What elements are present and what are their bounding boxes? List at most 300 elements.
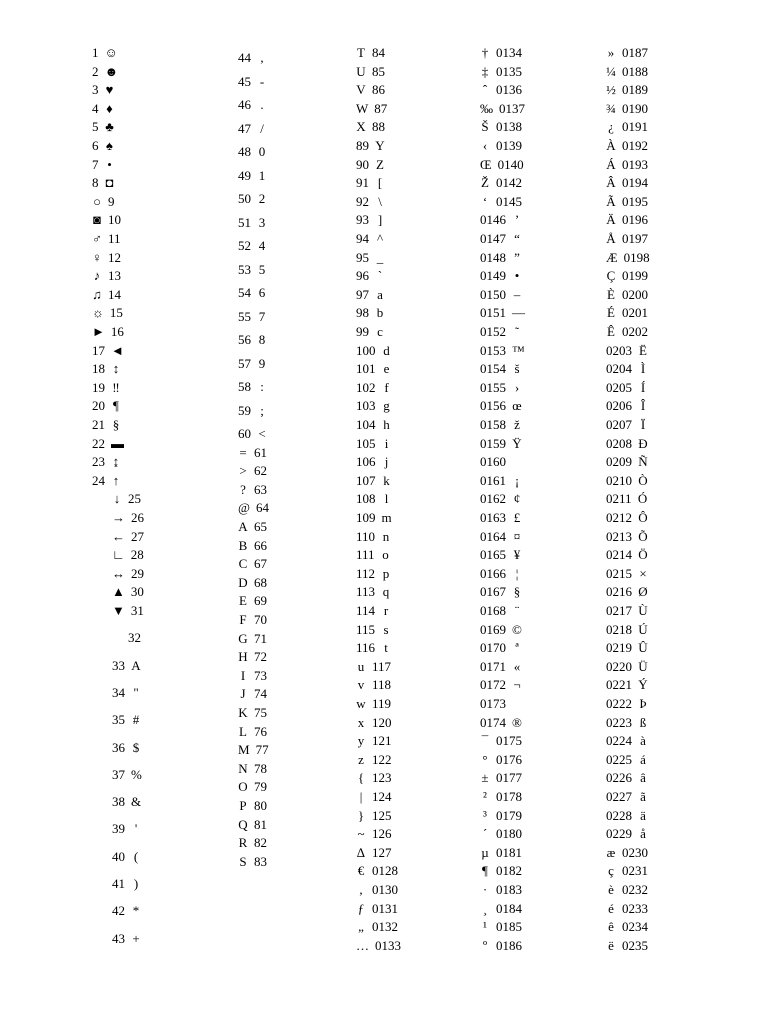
character-row [238, 379, 267, 395]
character-row [238, 482, 267, 498]
character-code: 119 [372, 696, 392, 711]
character-row [92, 231, 121, 247]
character-glyph: ³ [483, 807, 487, 823]
character-glyph: Ë [639, 342, 647, 358]
character-code: 108 [356, 491, 376, 507]
character-code: 101 [356, 361, 376, 377]
character-glyph: å [640, 826, 646, 842]
character-code: 0227 [606, 789, 632, 804]
character-code: 0204 [606, 361, 632, 377]
character-glyph: ~ [357, 826, 365, 842]
character-code: 7 [92, 156, 99, 172]
character-row [112, 849, 141, 865]
character-glyph: ▲ [112, 584, 125, 600]
character-row [606, 752, 648, 768]
character-glyph: ¸ [482, 900, 488, 916]
character-code: 0231 [622, 863, 648, 879]
character-row [356, 231, 385, 247]
character-row [356, 436, 392, 452]
character-row [480, 770, 522, 786]
character-row [480, 194, 522, 210]
character-glyph: P [239, 798, 247, 813]
character-code: 98 [356, 305, 369, 321]
character-code: 91 [356, 175, 369, 191]
character-row [356, 770, 392, 786]
character-glyph: ▼ [112, 603, 125, 618]
character-code: 54 [238, 285, 251, 300]
character-glyph: ¶ [113, 398, 119, 414]
character-code: 29 [131, 565, 144, 581]
character-glyph: ƒ [357, 900, 365, 916]
character-code: 0194 [622, 175, 648, 191]
character-row [356, 715, 392, 731]
character-row [92, 287, 121, 303]
character-row [606, 696, 648, 712]
character-row [112, 491, 141, 507]
character-code: 14 [108, 286, 121, 302]
character-glyph: c [377, 324, 383, 339]
character-code: 0150 [480, 286, 506, 302]
character-row [480, 938, 522, 954]
character-row [480, 361, 522, 377]
character-row [238, 168, 267, 184]
character-code: 35 [112, 712, 125, 728]
character-code: 46 [238, 97, 251, 112]
character-code: 69 [254, 593, 267, 609]
character-code: 0147 [480, 231, 506, 246]
character-glyph: ∆ [357, 844, 365, 860]
character-row [356, 82, 385, 98]
character-row [238, 854, 267, 870]
character-code: 0185 [496, 919, 522, 935]
character-row [356, 510, 392, 526]
character-glyph: É [607, 305, 615, 321]
character-code: 0220 [606, 658, 632, 674]
character-row [480, 45, 522, 61]
character-code: 85 [372, 63, 385, 79]
character-glyph: / [260, 120, 264, 136]
character-code: 103 [356, 398, 376, 414]
character-glyph: w [356, 696, 366, 711]
character-glyph: ¹ [483, 919, 487, 935]
character-glyph: Y [375, 138, 385, 153]
character-row [356, 863, 398, 879]
character-row [606, 119, 648, 135]
character-code: 13 [108, 268, 121, 284]
character-glyph: D [238, 574, 248, 590]
character-code: 0216 [606, 584, 632, 600]
character-glyph: ¬ [513, 677, 521, 693]
character-row [606, 212, 648, 228]
character-row [480, 603, 522, 619]
character-code: 79 [254, 779, 267, 795]
character-code: 62 [254, 463, 267, 479]
character-glyph: ? [240, 481, 246, 497]
character-glyph: ± [481, 770, 489, 786]
character-glyph: t [384, 640, 388, 656]
character-glyph: è [608, 882, 614, 897]
character-row [238, 74, 267, 90]
character-code: 0146 [480, 212, 506, 228]
character-glyph: J [240, 686, 246, 702]
character-code: 0217 [606, 603, 632, 618]
character-row [480, 863, 522, 879]
character-row [606, 491, 648, 507]
character-glyph: 2 [258, 191, 266, 206]
character-glyph: § [513, 584, 521, 600]
character-code: 0164 [480, 528, 506, 544]
character-row [606, 82, 648, 98]
character-code: 0172 [480, 677, 506, 693]
character-row [356, 808, 392, 824]
character-glyph: H [238, 649, 248, 665]
character-row [92, 250, 121, 266]
character-glyph: q [382, 584, 390, 600]
character-glyph: Ê [607, 324, 615, 339]
character-glyph: ♥ [105, 82, 114, 98]
character-row [480, 82, 522, 98]
character-code: 0197 [622, 231, 648, 246]
character-row [92, 101, 115, 117]
character-code: 0135 [496, 63, 522, 79]
character-row [238, 463, 267, 479]
character-glyph: h [383, 417, 390, 432]
character-row [92, 361, 121, 377]
character-code: 0184 [496, 900, 522, 916]
character-glyph: { [357, 770, 365, 786]
character-row [606, 808, 648, 824]
character-code: 34 [112, 684, 125, 700]
character-row [112, 510, 144, 526]
character-row [112, 603, 144, 619]
character-row [356, 566, 391, 582]
character-code: 0201 [622, 305, 648, 321]
character-row [356, 101, 387, 117]
character-glyph: X [356, 119, 366, 135]
character-glyph: , [359, 882, 363, 897]
character-code: 0205 [606, 379, 632, 395]
character-glyph: ¾ [606, 100, 616, 116]
character-row [606, 770, 648, 786]
character-row [480, 622, 522, 638]
character-code: 53 [238, 261, 251, 277]
character-code: 0189 [622, 82, 648, 98]
character-row [480, 380, 522, 396]
character-glyph: ˜ [514, 324, 520, 339]
character-glyph: Ú [638, 621, 648, 637]
character-glyph: • [107, 156, 112, 172]
character-glyph: à [640, 733, 646, 749]
character-glyph: ® [512, 714, 522, 730]
character-glyph: x [357, 714, 365, 730]
character-glyph: F [239, 612, 247, 627]
character-code: 0139 [496, 138, 522, 153]
character-glyph: ← [112, 528, 125, 544]
character-code: 122 [372, 751, 392, 767]
character-code: 0192 [622, 138, 648, 153]
character-row [606, 529, 648, 545]
character-glyph: ‼ [112, 379, 120, 395]
character-code: 43 [112, 930, 125, 946]
character-glyph: © [512, 621, 522, 637]
character-row [480, 343, 525, 359]
character-glyph: ` [377, 268, 383, 284]
character-glyph: ” [514, 249, 520, 265]
character-code: 44 [238, 50, 251, 65]
character-glyph: \ [378, 193, 382, 209]
character-row [480, 808, 522, 824]
character-glyph: – [513, 286, 521, 302]
character-glyph: + [132, 930, 140, 946]
character-code: 0162 [480, 491, 506, 507]
character-glyph: ◘ [105, 175, 114, 191]
character-code: 127 [372, 844, 392, 860]
character-code: 0175 [496, 733, 522, 749]
character-row [356, 901, 398, 917]
character-code: 0152 [480, 324, 506, 339]
character-glyph: A [238, 519, 248, 534]
character-row [238, 686, 267, 702]
character-row [356, 659, 391, 675]
character-glyph: " [133, 684, 139, 700]
character-code: 36 [112, 739, 125, 755]
character-code: 11 [108, 231, 121, 246]
character-row [238, 761, 267, 777]
character-row [606, 677, 648, 693]
character-code: 0167 [480, 584, 506, 600]
character-glyph: Ü [638, 658, 648, 674]
character-glyph: M [238, 742, 250, 758]
character-row [356, 194, 385, 210]
character-glyph: ↓ [113, 491, 121, 507]
character-row [356, 547, 391, 563]
character-code: 114 [356, 603, 376, 618]
character-row [112, 529, 144, 545]
character-glyph: N [238, 760, 248, 776]
character-code: 0190 [622, 100, 648, 116]
character-glyph: Ö [638, 547, 648, 563]
character-row [606, 380, 648, 396]
character-row [238, 191, 267, 207]
character-glyph: » [607, 45, 615, 60]
character-row [606, 231, 648, 247]
character-glyph: Ž [481, 175, 489, 191]
character-code: 72 [254, 649, 267, 665]
character-glyph: ☼ [92, 305, 104, 321]
character-glyph: i [384, 435, 389, 451]
character-code: 52 [238, 238, 251, 253]
character-row [238, 575, 267, 591]
character-code: 0177 [496, 770, 522, 786]
character-glyph: ↕ [112, 361, 120, 377]
character-glyph: L [239, 723, 247, 739]
character-code: 31 [130, 603, 144, 618]
character-row [238, 649, 267, 665]
character-glyph: † [481, 45, 489, 60]
character-code: 67 [254, 556, 267, 572]
character-row [92, 343, 124, 359]
character-row [606, 138, 648, 154]
character-row [480, 696, 522, 712]
character-code: 0234 [622, 919, 648, 935]
character-row [356, 398, 392, 414]
character-code: 0211 [606, 491, 632, 507]
character-row [238, 835, 267, 851]
character-row [606, 436, 648, 452]
character-code: 0165 [480, 547, 506, 563]
character-code: 73 [254, 667, 267, 683]
character-glyph: µ [481, 844, 489, 860]
character-glyph: } [357, 807, 365, 823]
character-glyph: Ì [640, 361, 646, 377]
character-code: 33 [112, 657, 125, 673]
character-row [480, 510, 522, 526]
character-row [356, 454, 392, 470]
character-glyph: T [357, 45, 365, 60]
character-code: 0163 [480, 510, 506, 525]
character-row [356, 287, 385, 303]
character-code: 105 [356, 435, 376, 451]
character-code: 68 [254, 574, 267, 590]
character-code: 87 [374, 100, 388, 116]
character-glyph: ♫ [92, 286, 102, 302]
character-glyph: ☻ [104, 63, 119, 79]
character-row [356, 938, 401, 954]
character-row [606, 863, 648, 879]
character-row [92, 324, 124, 340]
character-code: 0136 [496, 82, 522, 98]
character-glyph: ¨ [514, 603, 520, 618]
character-code: 22 [92, 435, 105, 451]
character-glyph: Œ [480, 156, 492, 172]
character-glyph: Å [606, 231, 616, 246]
character-row [112, 685, 141, 701]
character-code: 12 [108, 249, 121, 265]
character-row [356, 212, 385, 228]
character-glyph: ♂ [92, 231, 102, 246]
character-glyph: Ø [638, 584, 648, 600]
character-row [606, 398, 648, 414]
character-glyph: Ù [638, 603, 648, 618]
character-code: 0188 [622, 63, 648, 79]
character-glyph: - [259, 73, 265, 89]
character-code: 37 [112, 766, 125, 782]
character-glyph: Â [606, 175, 616, 191]
character-row [112, 658, 141, 674]
character-row [480, 901, 522, 917]
character-row [238, 593, 267, 609]
character-code: 102 [356, 379, 376, 395]
character-row [356, 789, 392, 805]
character-row [606, 250, 650, 266]
character-glyph: Ó [637, 491, 648, 507]
character-row [112, 876, 141, 892]
character-row [606, 622, 648, 638]
character-code: 0198 [623, 249, 650, 265]
character-row [480, 175, 522, 191]
character-code: 39 [112, 821, 125, 837]
character-code: 0223 [606, 714, 632, 730]
character-code: 42 [112, 903, 125, 919]
character-row [606, 603, 648, 619]
character-glyph: ↔ [112, 565, 125, 581]
character-code: 0153 [480, 342, 506, 358]
character-glyph: e [383, 361, 390, 377]
character-row [356, 473, 392, 489]
character-row [480, 138, 522, 154]
character-glyph: Á [606, 156, 616, 172]
character-row [480, 268, 522, 284]
character-row [480, 752, 522, 768]
character-glyph: œ [512, 398, 522, 414]
character-glyph: ² [483, 789, 487, 804]
character-row [356, 324, 385, 340]
character-glyph: ¿ [608, 119, 614, 135]
character-glyph: £ [513, 510, 521, 525]
character-row [480, 287, 522, 303]
character-row [238, 556, 267, 572]
character-code: 0151 [480, 305, 506, 321]
character-code: 0174 [480, 714, 506, 730]
character-code: 0195 [622, 193, 648, 209]
character-glyph: Ð [638, 435, 648, 451]
character-row [238, 445, 267, 461]
character-row [356, 826, 392, 842]
character-code: 0131 [372, 900, 398, 916]
character-row [356, 305, 385, 321]
character-row [356, 343, 392, 359]
character-glyph: K [238, 705, 248, 720]
character-glyph: È [607, 286, 615, 302]
character-code: 0186 [496, 937, 522, 953]
character-glyph: Q [238, 816, 248, 832]
character-row [356, 640, 391, 656]
character-row [606, 454, 648, 470]
character-glyph: % [131, 766, 142, 782]
character-glyph: 5 [258, 261, 266, 277]
character-row [238, 403, 267, 419]
character-code: 0159 [480, 435, 506, 451]
character-code: 96 [356, 268, 369, 284]
character-glyph: ¢ [513, 491, 521, 507]
character-code: 0224 [606, 733, 632, 749]
character-code: 0225 [606, 751, 632, 767]
character-code: 0206 [606, 398, 632, 414]
character-code: 17 [92, 342, 105, 358]
character-code: 75 [254, 705, 267, 720]
character-row [112, 903, 141, 919]
character-row [480, 101, 525, 117]
character-glyph: « [513, 658, 521, 674]
character-code: 0222 [606, 696, 632, 711]
character-code: 51 [238, 214, 251, 230]
character-glyph: ¼ [606, 63, 616, 79]
character-glyph: ã [640, 789, 646, 804]
character-row [480, 491, 522, 507]
character-row [238, 724, 267, 740]
character-row [606, 901, 648, 917]
character-row [480, 715, 522, 731]
character-row [480, 640, 522, 656]
character-row [92, 45, 118, 61]
character-code: 0199 [622, 268, 648, 284]
character-row [606, 175, 648, 191]
character-glyph: æ [606, 844, 616, 860]
character-glyph: ‡ [481, 63, 489, 79]
character-glyph: B [238, 537, 248, 553]
character-code: 95 [356, 249, 369, 265]
character-row [356, 584, 391, 600]
